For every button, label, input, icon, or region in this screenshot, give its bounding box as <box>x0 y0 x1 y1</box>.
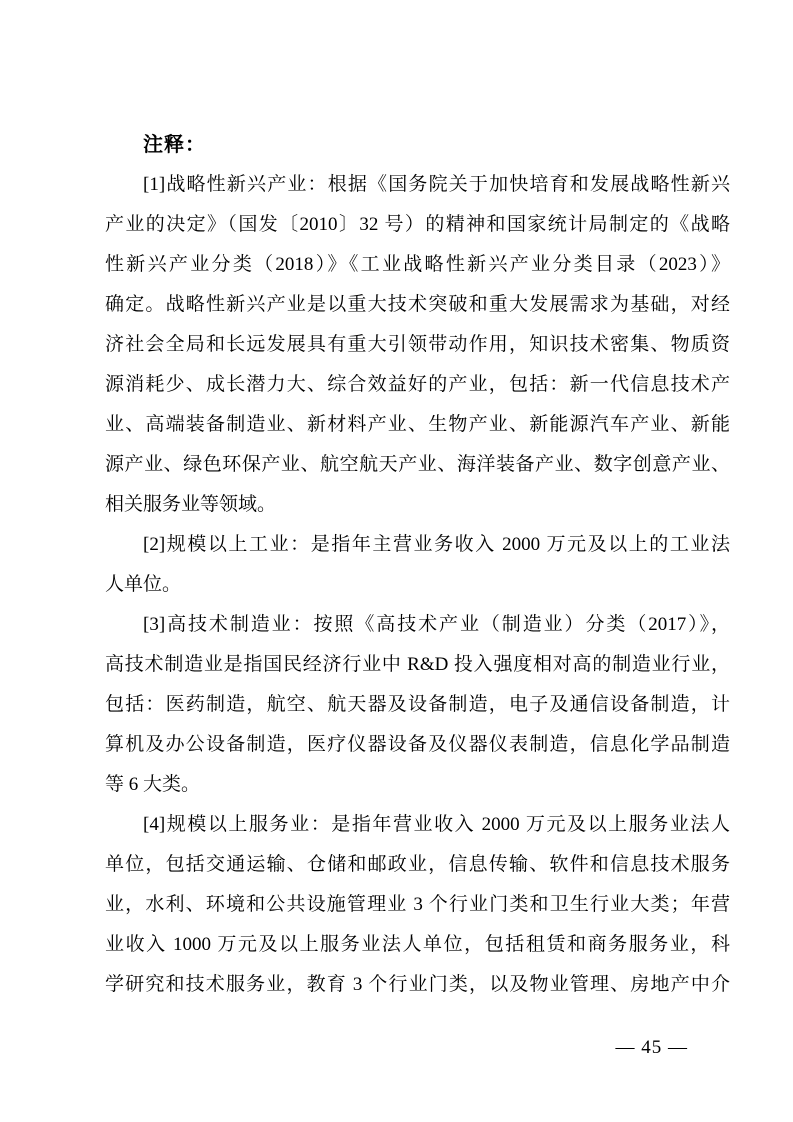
text-line: 确定。战略性新兴产业是以重大技术突破和重大发展需求为基础，对经 <box>105 294 730 315</box>
notes-section <box>105 125 730 1005</box>
text-line: 相关服务业等领域。 <box>105 494 277 515</box>
text-line: 业、高端装备制造业、新材料产业、生物产业、新能源汽车产业、新能 <box>105 414 730 435</box>
text-line: 高技术制造业是指国民经济行业中 R&D 投入强度相对高的制造业行业， <box>105 654 730 675</box>
note-paragraph <box>105 605 730 805</box>
text-line: 算机及办公设备制造，医疗仪器设备及仪器仪表制造，信息化学品制造 <box>105 734 730 755</box>
text-line: 业收入 1000 万元及以上服务业法人单位，包括租赁和商务服务业，科 <box>105 934 730 955</box>
note-paragraph <box>105 525 730 605</box>
text-line: [1]战略性新兴产业：根据《国务院关于加快培育和发展战略性新兴 <box>143 174 730 195</box>
notes-heading: 注释： <box>143 134 206 156</box>
text-line: 源消耗少、成长潜力大、综合效益好的产业，包括：新一代信息技术产 <box>105 374 730 395</box>
text-line: 业，水利、环境和公共设施管理业 3 个行业门类和卫生行业大类；年营 <box>105 894 730 915</box>
text-line: 产业的决定》（国发〔2010〕32 号）的精神和国家统计局制定的《战略 <box>105 214 730 235</box>
note-paragraph <box>105 165 730 525</box>
note-paragraph <box>105 805 730 1005</box>
notes-body <box>105 165 730 1005</box>
text-line: 学研究和技术服务业，教育 3 个行业门类，以及物业管理、房地产中介 <box>105 974 730 995</box>
text-line: 单位，包括交通运输、仓储和邮政业，信息传输、软件和信息技术服务 <box>105 854 730 875</box>
text-line: 源产业、绿色环保产业、航空航天产业、海洋装备产业、数字创意产业、 <box>105 454 730 475</box>
text-line: 等 6 大类。 <box>105 774 201 795</box>
page-number: — 45 — <box>615 1037 688 1058</box>
text-line: 包括：医药制造，航空、航天器及设备制造，电子及通信设备制造，计 <box>105 694 730 715</box>
text-line: [3]高技术制造业：按照《高技术产业（制造业）分类（2017）》， <box>143 614 730 635</box>
text-line: 人单位。 <box>105 574 182 595</box>
text-line: [2]规模以上工业：是指年主营业务收入 2000 万元及以上的工业法 <box>143 534 730 555</box>
text-line: 性新兴产业分类（2018）》《工业战略性新兴产业分类目录（2023）》 <box>105 254 730 275</box>
text-line: [4]规模以上服务业：是指年营业收入 2000 万元及以上服务业法人 <box>143 814 730 835</box>
text-line: 济社会全局和长远发展具有重大引领带动作用，知识技术密集、物质资 <box>105 334 730 355</box>
